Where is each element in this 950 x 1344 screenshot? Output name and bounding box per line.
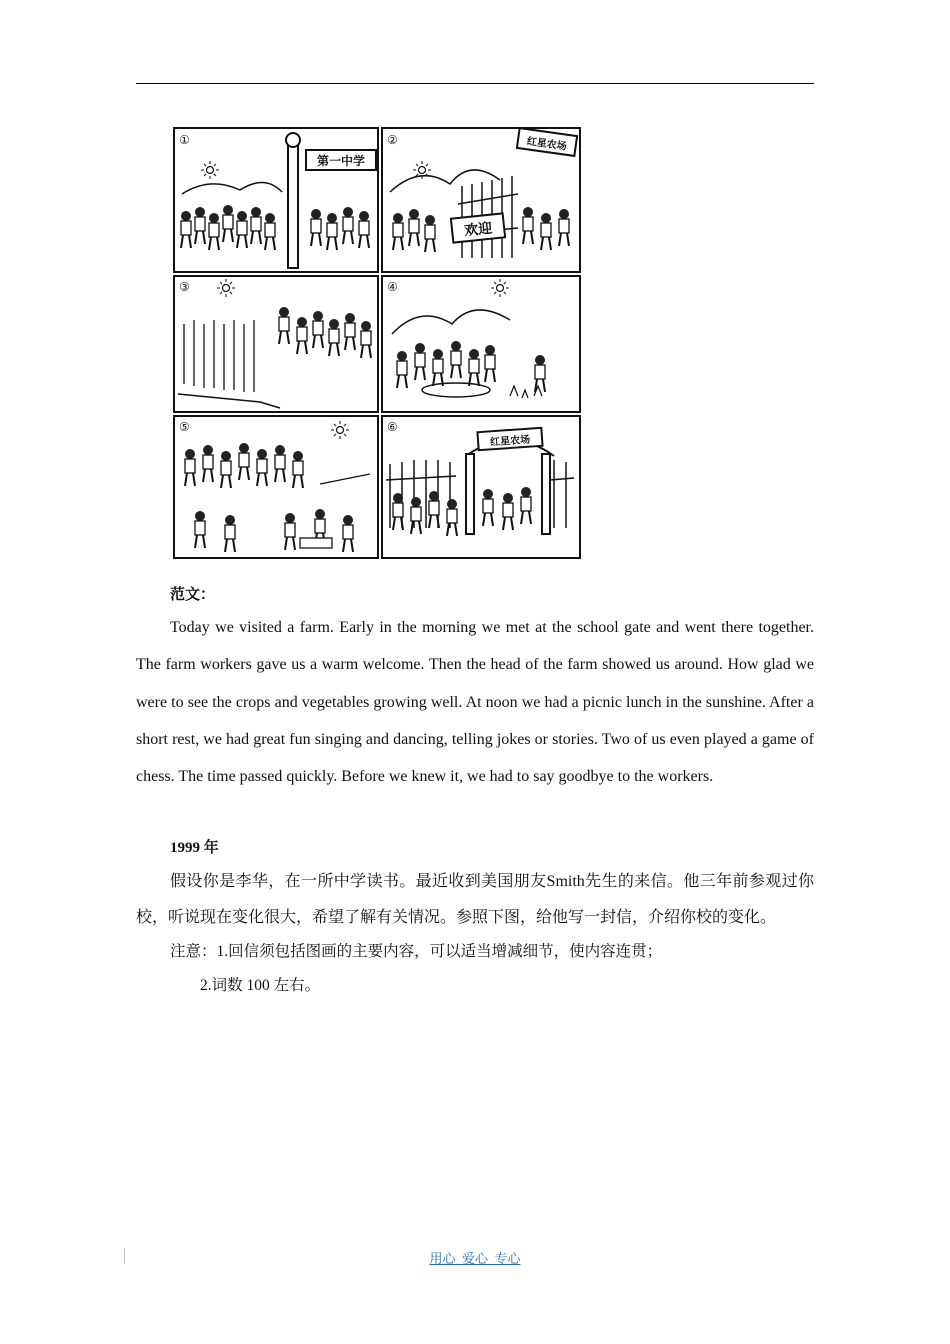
sign-welcome: 欢迎 — [463, 220, 493, 240]
panel-number-5: ⑤ — [179, 420, 190, 434]
sign-farm-name-gate: 红星农场 — [489, 434, 531, 449]
sample-essay-heading: 范文： — [170, 587, 216, 603]
sign-school-name: 第一中学 — [316, 154, 366, 168]
panel-number-2: ② — [387, 133, 398, 147]
sample-essay-body: Today we visited a farm. Early in the morning we met at the school gate and went there together. The farm workers gave us a warm welcome. Then the head of the farm showed us around. How glad we were to see the crops and vegetables growing well. At noon we had a picnic lunch in the sunshine. After a short rest, we had great fun singing and dancing, telling jokes or stories. Two of us even played a game of chess. The time passed quickly. Before we knew it, we had to say goodbye to the workers. — [136, 619, 814, 786]
footer-text: 用心_爱心_专心 — [429, 1251, 521, 1266]
panel-number-4: ④ — [387, 280, 398, 294]
task-note-1: 注意：1.回信须包括图画的主要内容，可以适当增减细节，使内容连贯； — [170, 943, 663, 960]
sign-farm-name-top: 红星农场 — [526, 136, 568, 153]
panel-number-1: ① — [179, 133, 190, 147]
header-rule — [136, 83, 814, 84]
comic-strip-illustration — [170, 124, 584, 562]
panel-number-6: ⑥ — [387, 420, 398, 434]
task-prompt: 假设你是李华，在一所中学读书。最近收到美国朋友Smith先生的来信。他三年前参观过你校，听说现在变化很大，希望了解有关情况。参照下图，给他写一封信，介绍你校的变化。 — [136, 873, 814, 926]
year-heading: 1999 年 — [170, 840, 219, 856]
task-note-2: 2.词数 100 左右。 — [200, 977, 321, 994]
panel-number-3: ③ — [179, 280, 190, 294]
